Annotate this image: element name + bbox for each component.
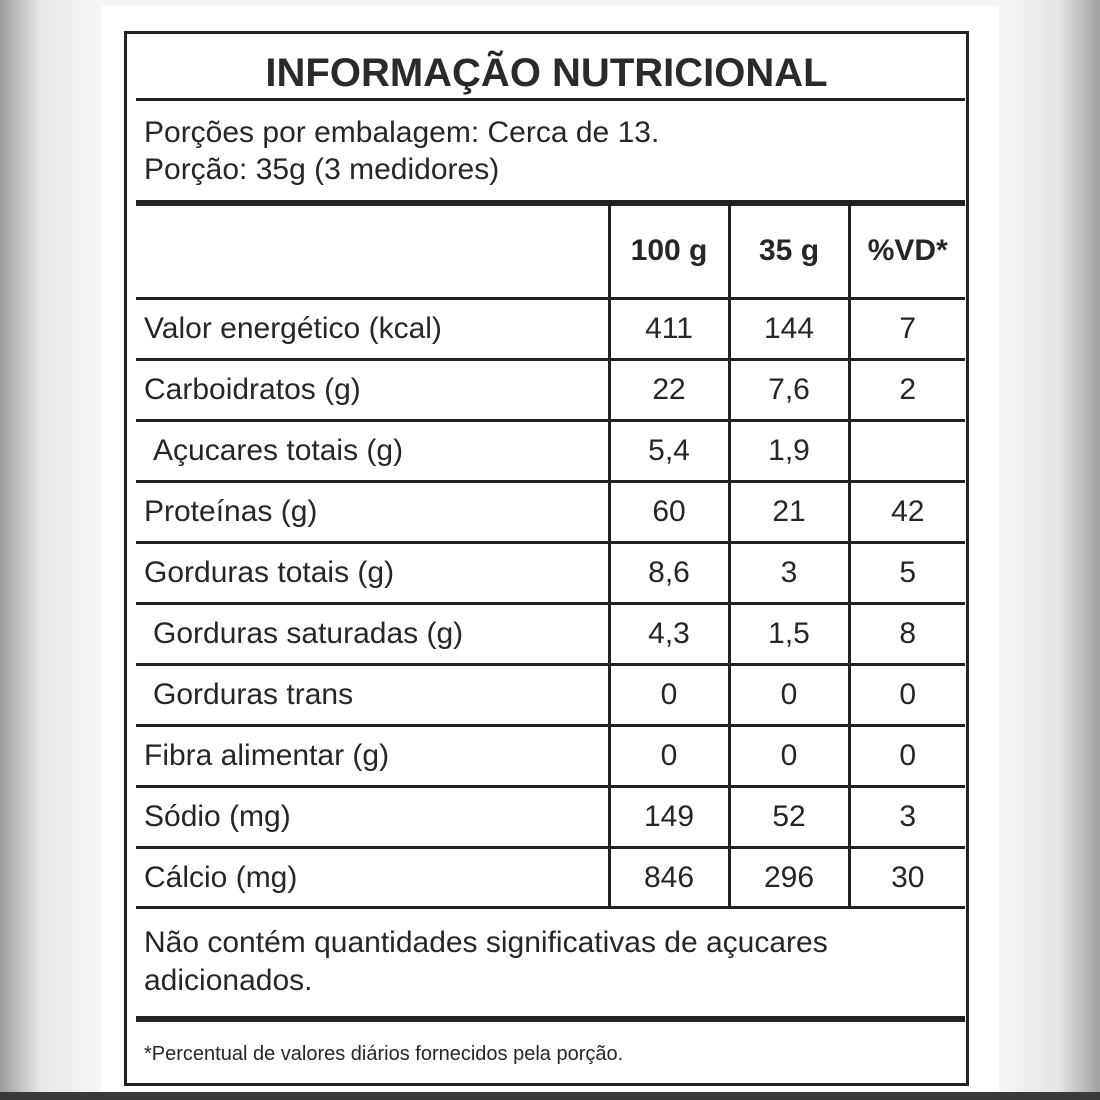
value-per-35g: 296 [729,847,849,908]
value-per-35g: 7,6 [729,359,849,420]
title-divider [136,98,965,101]
nutrient-name: Açucares totais (g) [136,420,609,481]
nutrient-name: Gorduras totais (g) [136,542,609,603]
added-sugar-note [144,924,944,1000]
header-row [136,206,965,298]
table-bottom-divider [136,906,965,909]
table-row [136,603,965,664]
daily-value-footnote: *Percentual de valores diários fornecidos pela porção. [144,1043,624,1065]
nutrient-name: Valor energético (kcal) [136,298,609,359]
value-per-35g: 3 [729,542,849,603]
nutrient-name: Fibra alimentar (g) [136,725,609,786]
value-per-35g: 52 [729,786,849,847]
value-per-35g: 0 [729,664,849,725]
value-daily-percent: 30 [849,847,965,908]
value-daily-percent: 3 [849,786,965,847]
column-header-100g: 100 g [609,206,729,298]
value-per-100g: 4,3 [609,603,729,664]
nutrition-facts-panel [124,31,969,1086]
nutrient-name: Gorduras saturadas (g) [136,603,609,664]
value-per-35g: 0 [729,725,849,786]
value-daily-percent: 2 [849,359,965,420]
table-row [136,786,965,847]
value-per-100g: 5,4 [609,420,729,481]
value-daily-percent [849,420,965,481]
nutrient-name: Sódio (mg) [136,786,609,847]
value-daily-percent: 5 [849,542,965,603]
value-per-100g: 0 [609,725,729,786]
value-per-100g: 22 [609,359,729,420]
nutrient-name: Carboidratos (g) [136,359,609,420]
table-row [136,298,965,359]
footnote-divider [136,1016,965,1022]
table-header [136,206,965,298]
table-row [136,725,965,786]
table-row [136,664,965,725]
servings-per-package: Porções por embalagem: Cerca de 13. [144,116,660,149]
value-per-35g: 144 [729,298,849,359]
table-row [136,847,965,908]
table-body [136,298,965,908]
nutrient-name: Gorduras trans [136,664,609,725]
serving-size: Porção: 35g (3 medidores) [144,153,500,186]
value-per-100g: 149 [609,786,729,847]
table-row [136,542,965,603]
added-sugar-note-line-1: Não contém quantidades significativas de açucares [144,926,828,959]
value-per-100g: 411 [609,298,729,359]
value-per-100g: 8,6 [609,542,729,603]
value-daily-percent: 0 [849,664,965,725]
value-per-35g: 1,5 [729,603,849,664]
label-title: INFORMAÇÃO NUTRICIONAL [265,51,828,95]
added-sugar-note-line-2: adicionados. [144,964,313,997]
value-per-35g: 21 [729,481,849,542]
value-per-100g: 0 [609,664,729,725]
value-per-100g: 60 [609,481,729,542]
nutrient-name: Proteínas (g) [136,481,609,542]
value-daily-percent: 42 [849,481,965,542]
value-per-35g: 1,9 [729,420,849,481]
nutrition-table [136,206,965,908]
value-daily-percent: 0 [849,725,965,786]
table-row [136,420,965,481]
value-daily-percent: 8 [849,603,965,664]
nutrient-name: Cálcio (mg) [144,861,298,895]
column-header-vd: %VD* [849,206,965,298]
table-row [136,359,965,420]
table-row [136,481,965,542]
value-per-100g: 846 [609,847,729,908]
serving-info [144,114,659,188]
value-daily-percent: 7 [849,298,965,359]
column-header-nutrient [136,206,609,298]
column-header-35g: 35 g [729,206,849,298]
bottom-edge [0,1092,1100,1100]
